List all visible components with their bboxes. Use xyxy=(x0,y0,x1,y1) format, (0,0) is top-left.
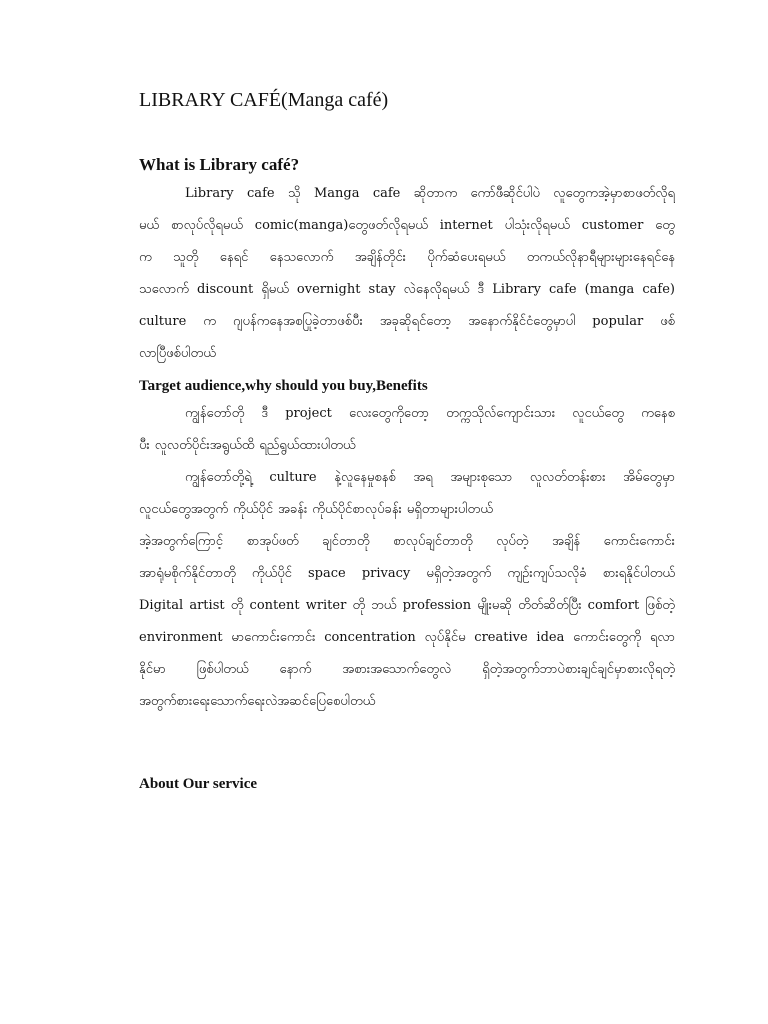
paragraph-benefits xyxy=(139,526,675,718)
paragraph-line: အာရုံမစိုက်နိုင်တာတို ကိုယ်ပိုင် space privacy မရှိတဲ့အတွက် ကျဉ်းကျပ်သလိုခံ စားရနိုင်ပါတယ် xyxy=(139,566,675,581)
paragraph-line: ကျွန်တော်တို့ရဲ့ culture နဲ့လူနေမှုစနစ် အရ အများစုသော လူလတ်တန်းစား အိမ်တွေမှာ xyxy=(185,470,675,485)
paragraph-culture xyxy=(139,462,675,526)
paragraph-line: လူငယ်တွေအတွက် ကိုယ်ပိုင် အခန်း ကိုယ်ပိုင်စာလုပ်ခန်း မရှိတာများပါတယ် xyxy=(139,502,493,517)
paragraph-line: သလောက် discount ရှိမယ် overnight stay လဲနေလိုရမယ် ဒီ Library cafe (manga cafe) xyxy=(139,282,675,297)
paragraph-line: မယ် စာလုပ်လိုရမယ် comic(manga)တွေဖတ်လိုရမယ် internet ပါသုံးလိုရမယ် customer တွေ xyxy=(139,218,675,233)
paragraph-line: ကျွန်တော်တို ဒီ project လေးတွေကိုတော့ တက္ကသိုလ်ကျောင်းသား လူငယ်တွေ ကနေစ xyxy=(185,406,675,421)
paragraph-line: က သူတို နေရင် နေသလောက် အချိန်တိုင်း ပိုက်ဆံပေးရမယ် တကယ်လိုနာရီများများနေရင်နေ xyxy=(139,250,675,265)
paragraph-line: နိုင်မာ ဖြစ်ပါတယ် နောက် အစားအသောက်တွေလဲ ရှိတဲ့အတွက်ဘာပဲစားချင်ချင်မှာစားလိုရတဲ့ xyxy=(139,662,675,677)
heading-target-audience: Target audience,why should you buy,Benefits xyxy=(139,378,428,394)
heading-about-our-service: About Our service xyxy=(139,776,258,792)
paragraph-target-audience xyxy=(139,398,675,462)
heading-what-is-library-cafe: What is Library café? xyxy=(139,155,300,174)
paragraph-line: Digital artist တို content writer တို ဘယ် profession မျိုးမဆို တိတ်ဆိတ်ပြီး comfort ဖြစ်တဲ့ xyxy=(139,598,675,613)
paragraph-line: အဲ့အတွက်ကြောင့် စာအုပ်ဖတ် ချင်တာတို စာလုပ်ချင်တာတို လုပ်တဲ့ အချိန် ကောင်းကောင်း xyxy=(139,534,675,549)
paragraph-line: ပီး လူလတ်ပိုင်းအရွယ်ထိ ရည်ရွယ်ထားပါတယ် xyxy=(139,438,356,453)
paragraph-intro xyxy=(139,178,675,370)
paragraph-line: အတွက်စားရေးသောက်ရေးလဲအဆင်ပြေစေပါတယ် xyxy=(139,694,376,709)
paragraph-line: လာပြီဖစ်ပါတယ် xyxy=(139,346,216,361)
paragraph-line: environment မာကောင်းကောင်း concentration လုပ်နိုင်မ creative idea ကောင်းတွေကို ရလာ xyxy=(139,630,675,645)
paragraph-line: culture က ဂျပန်ကနေအစပြုခဲ့တာဖစ်ပီး အခုဆိုရင်တော့ အနောက်နိုင်ငံတွေမှာပါ popular ဖစ် xyxy=(139,314,675,329)
page-title: LIBRARY CAFÉ(Manga café) xyxy=(139,89,389,111)
paragraph-line: Library cafe သို Manga cafe ဆိုတာက ကော်ဖီဆိုင်ပါပဲ လူတွေကအဲ့မှာစာဖတ်လိုရ xyxy=(185,186,675,201)
